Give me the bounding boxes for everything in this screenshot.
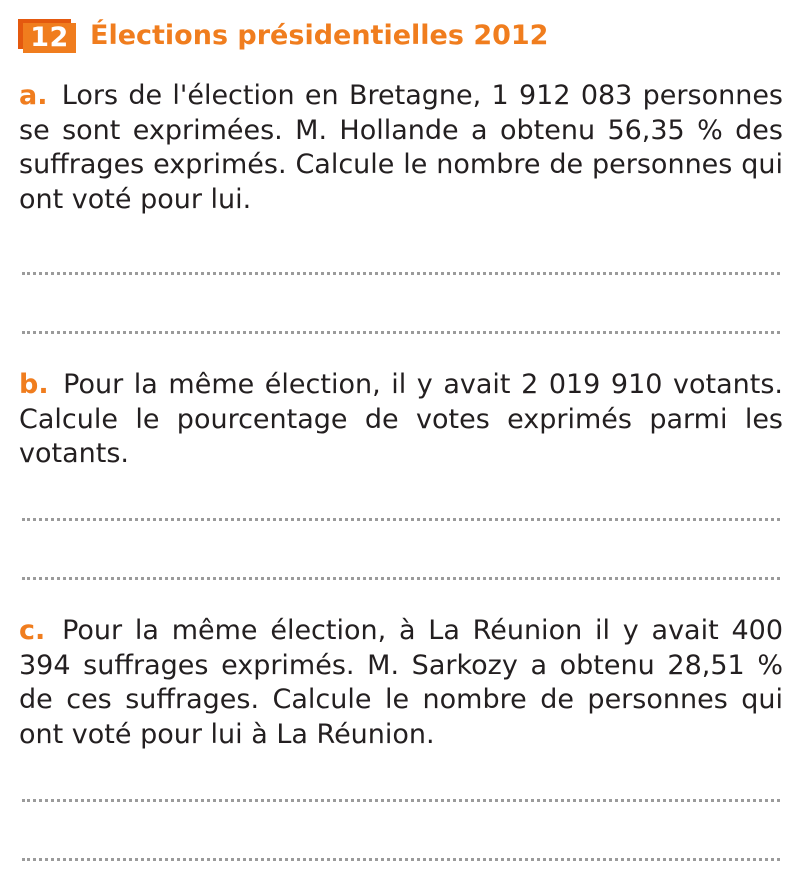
- answer-line[interactable]: [22, 799, 780, 802]
- question-b: [19, 368, 783, 472]
- exercise-header: [18, 17, 548, 55]
- answer-line[interactable]: [22, 518, 780, 521]
- answer-line[interactable]: [22, 331, 780, 334]
- exercise-title: Élections présidentielles 2012: [90, 20, 549, 51]
- answer-line[interactable]: [22, 272, 780, 275]
- question-b-text: Pour la même élection, il y avait 2 019 910 votants. Calcule le pourcentage de votes exprimés parmi les votants.: [19, 369, 783, 469]
- exercise-number: 12: [23, 23, 76, 53]
- answer-line[interactable]: [22, 577, 780, 580]
- question-a-text: Lors de l'élection en Bretagne, 1 912 083 personnes se sont exprimées. M. Hollande a obtenu 56,35 % des suffrages exprimés. Calcule le nombre de personnes qui ont voté pour lui.: [19, 80, 783, 215]
- question-c: [19, 614, 783, 752]
- question-c-text: Pour la même élection, à La Réunion il y avait 400 394 suffrages exprimés. M. Sarkozy a obtenu 28,51 % de ces suffrages. Calcule le nombre de personnes qui ont voté pour lui à La Réunion.: [19, 615, 783, 750]
- answer-line[interactable]: [22, 858, 780, 861]
- question-a: [19, 79, 783, 217]
- question-c-letter: c.: [19, 615, 46, 646]
- question-a-letter: a.: [19, 80, 48, 111]
- exercise-number-badge: [18, 19, 76, 53]
- question-b-letter: b.: [19, 369, 49, 400]
